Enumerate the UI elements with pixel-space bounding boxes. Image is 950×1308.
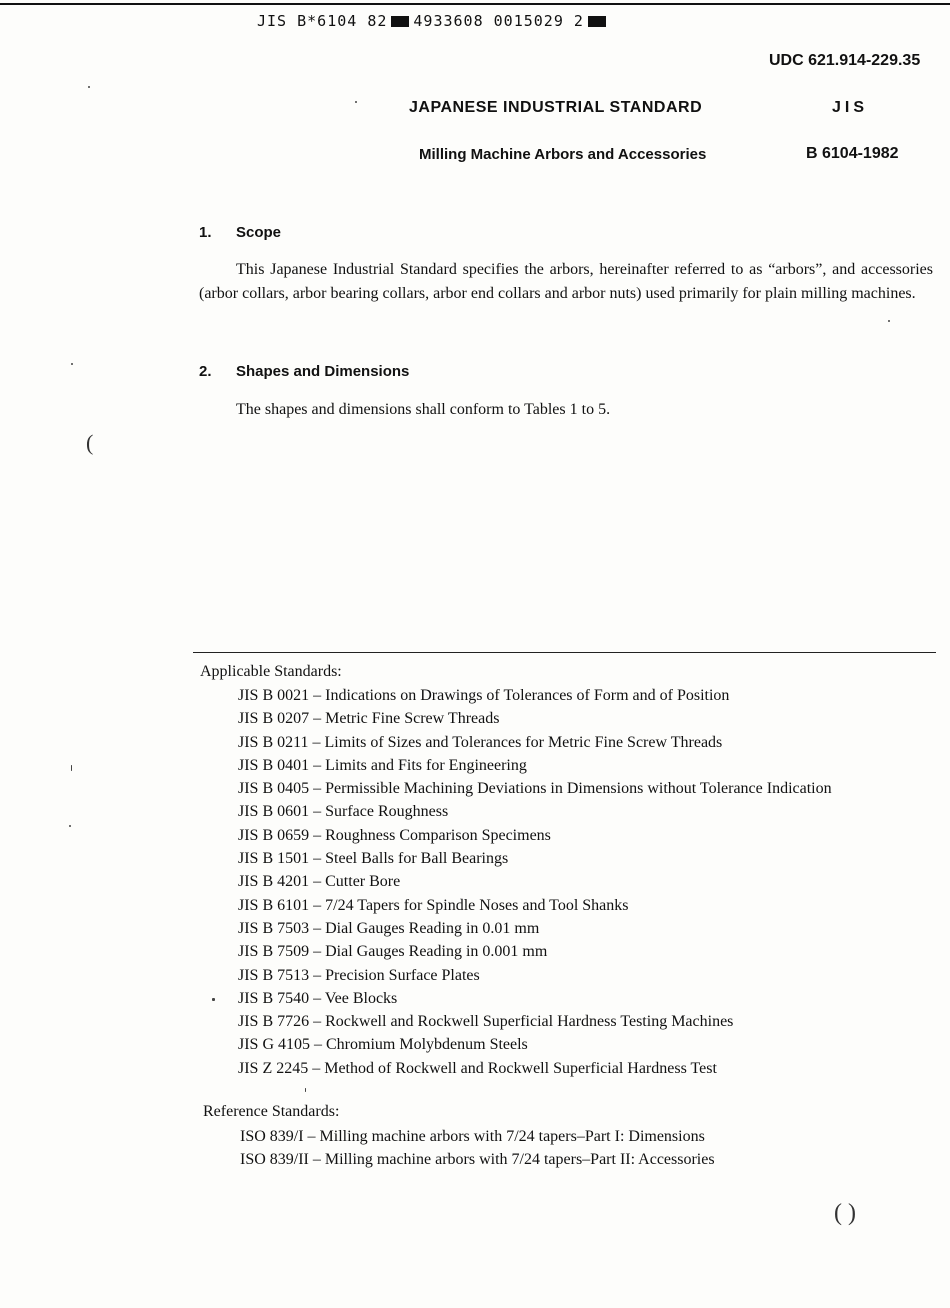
section-heading-shapes xyxy=(199,363,409,380)
header-code xyxy=(257,12,610,30)
list-item: JIS B 6101 – 7/24 Tapers for Spindle Noses and Tool Shanks xyxy=(238,896,629,914)
top-rule xyxy=(0,3,950,5)
reference-standards-heading: Reference Standards: xyxy=(203,1103,340,1120)
list-item: JIS B 7503 – Dial Gauges Reading in 0.01 mm xyxy=(238,919,540,937)
scan-speck xyxy=(888,320,890,322)
scan-speck xyxy=(88,86,90,88)
document-number: B 6104-1982 xyxy=(806,145,899,162)
applicable-standards-heading: Applicable Standards: xyxy=(200,663,342,680)
scope-text: This Japanese Industrial Standard specifies the arbors, hereinafter referred to as “arbors”, and accessories (arbor collars, arbor bearing collars, arbor end collars and arbor nuts) used primarily for plain milling machines. xyxy=(199,261,933,302)
scan-mark: ( xyxy=(86,430,94,455)
footnote-divider xyxy=(193,652,936,653)
list-item: JIS B 0659 – Roughness Comparison Specimens xyxy=(238,826,551,844)
list-item: JIS B 0601 – Surface Roughness xyxy=(238,803,449,821)
redaction-block xyxy=(588,16,606,27)
list-item: JIS G 4105 – Chromium Molybdenum Steels xyxy=(238,1036,528,1054)
header-code-part1: JIS B*6104 82 xyxy=(257,12,388,30)
scope-paragraph xyxy=(199,258,933,306)
shapes-paragraph: The shapes and dimensions shall conform to Tables 1 to 5. xyxy=(236,401,611,418)
scan-speck xyxy=(355,101,357,103)
list-item: JIS B 0405 – Permissible Machining Deviations in Dimensions without Tolerance Indication xyxy=(238,780,832,798)
section-title: Shapes and Dimensions xyxy=(236,363,410,380)
jis-mark: JIS xyxy=(832,99,869,116)
scan-speck xyxy=(69,825,71,827)
applicable-standards-list xyxy=(238,684,832,1080)
document-title: Milling Machine Arbors and Accessories xyxy=(419,146,707,163)
section-title: Scope xyxy=(236,224,282,241)
section-number: 1. xyxy=(199,224,212,241)
scan-speck xyxy=(305,1088,306,1092)
list-item: JIS B 0207 – Metric Fine Screw Threads xyxy=(238,710,500,728)
redaction-block xyxy=(391,16,409,27)
scan-speck xyxy=(212,998,215,1001)
list-item: JIS B 0021 – Indications on Drawings of Tolerances of Form and of Position xyxy=(238,687,730,704)
section-number: 2. xyxy=(199,363,212,380)
list-item: JIS B 0211 – Limits of Sizes and Tolerances for Metric Fine Screw Threads xyxy=(238,733,723,751)
scan-speck xyxy=(71,363,73,365)
list-item: JIS B 7509 – Dial Gauges Reading in 0.001 mm xyxy=(238,943,548,961)
standard-title: JAPANESE INDUSTRIAL STANDARD xyxy=(409,99,703,116)
list-item: ISO 839/II – Milling machine arbors with 7/24 tapers–Part II: Accessories xyxy=(240,1151,715,1169)
header-code-part2: 4933608 0015029 2 xyxy=(413,12,584,30)
section-heading-scope xyxy=(199,224,281,241)
list-item: JIS B 4201 – Cutter Bore xyxy=(238,873,401,891)
scan-speck xyxy=(71,765,72,771)
list-item: JIS Z 2245 – Method of Rockwell and Rockwell Superficial Hardness Test xyxy=(238,1059,717,1077)
list-item: JIS B 0401 – Limits and Fits for Engineering xyxy=(238,756,527,774)
list-item: JIS B 7726 – Rockwell and Rockwell Superficial Hardness Testing Machines xyxy=(238,1013,734,1031)
list-item: JIS B 7513 – Precision Surface Plates xyxy=(238,966,480,984)
udc-number: UDC 621.914-229.35 xyxy=(769,52,921,69)
list-item: JIS B 7540 – Vee Blocks xyxy=(238,989,398,1007)
scan-mark: ( ) xyxy=(834,1200,856,1226)
reference-standards-list xyxy=(240,1125,715,1172)
list-item: ISO 839/I – Milling machine arbors with 7/24 tapers–Part I: Dimensions xyxy=(240,1128,705,1145)
list-item: JIS B 1501 – Steel Balls for Ball Bearings xyxy=(238,850,509,868)
